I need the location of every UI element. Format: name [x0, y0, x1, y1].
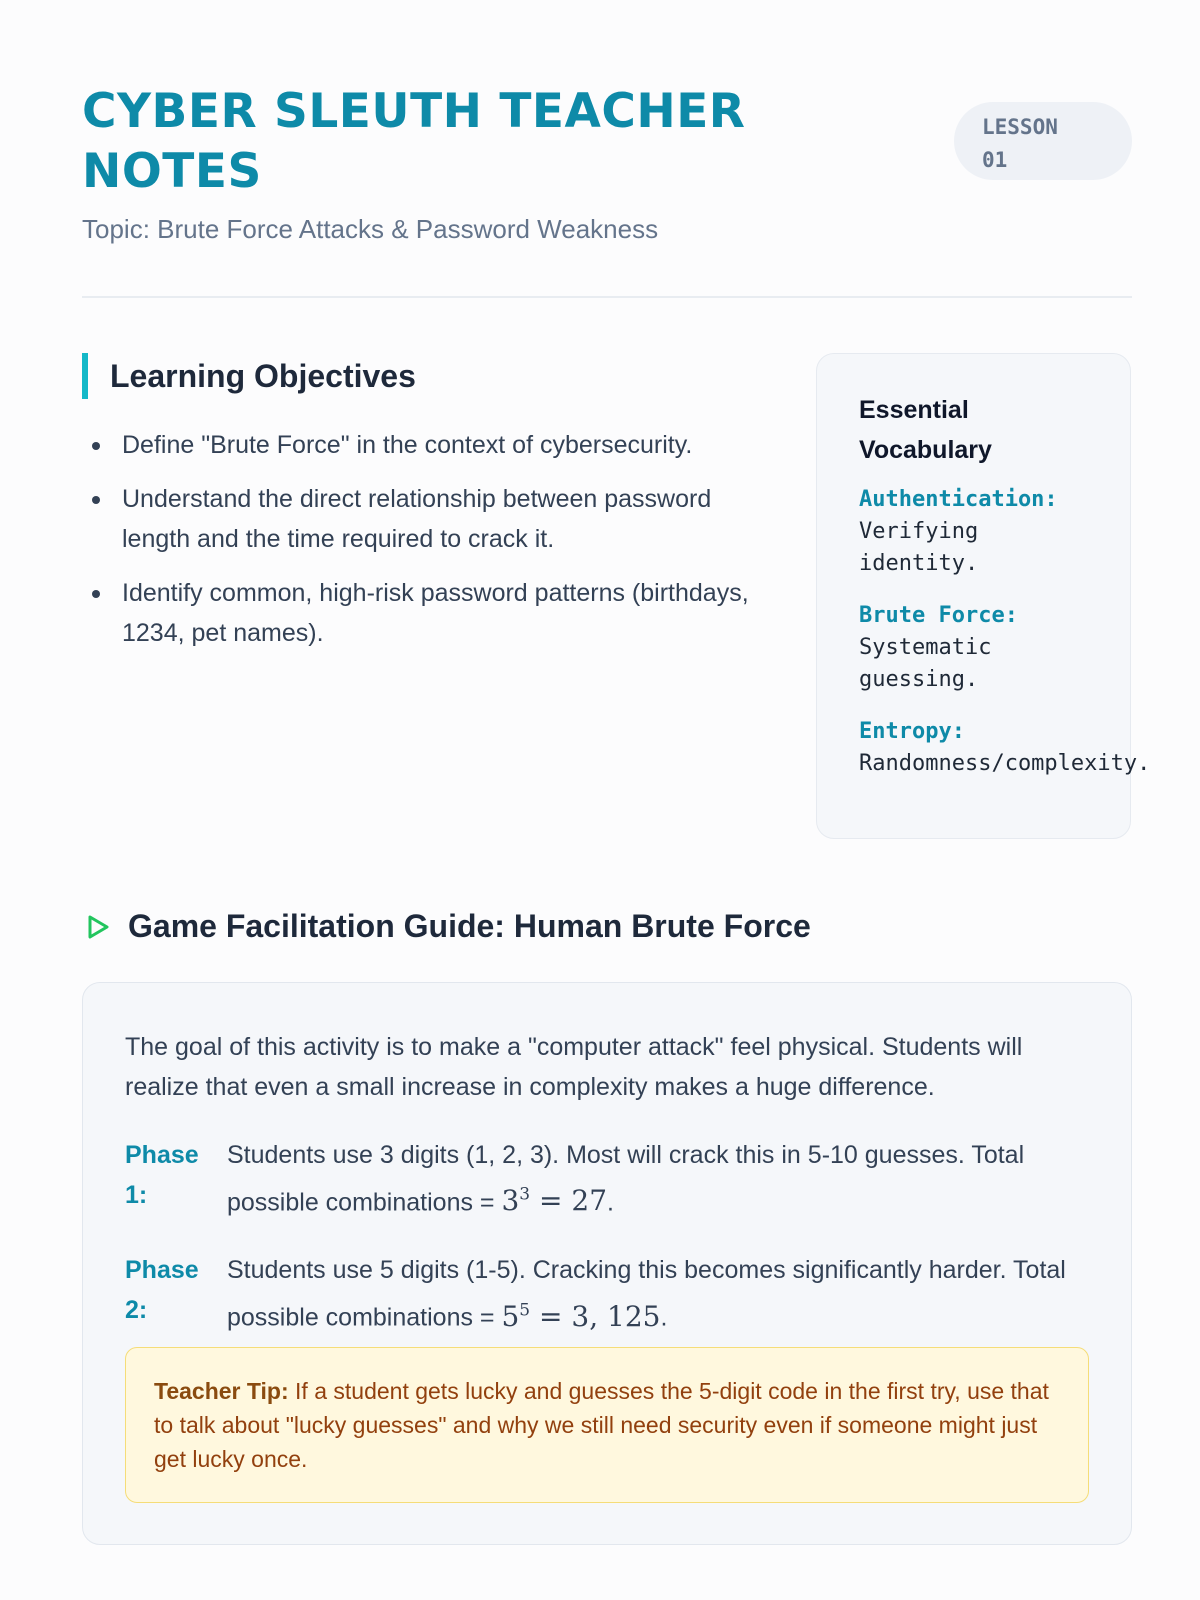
lesson-label: LESSON [982, 115, 1058, 139]
learning-objectives-section [82, 353, 782, 667]
guide-card [82, 982, 1132, 1545]
guide-intro: The goal of this activity is to make a "computer attack" feel physical. Students will realize that even a small increase in complexity makes a huge difference. [125, 1033, 1023, 1101]
page-subtitle: Topic: Brute Force Attacks & Password Weakness [82, 214, 659, 244]
lesson-number: 01 [982, 148, 1008, 172]
vocabulary-term: Authentication: [859, 487, 1058, 512]
phase-row [125, 1250, 1091, 1337]
page-header [82, 82, 1132, 297]
objectives-heading [82, 353, 782, 399]
phase-suffix: . [660, 1303, 668, 1332]
bullet-icon [92, 496, 100, 504]
tip-text: If a student gets lucky and guesses the 5-digit code in the first try, use that to talk about "lucky guesses" and why we still need security even if someone might just get lucky once. [154, 1378, 1049, 1472]
bullet-icon [92, 590, 100, 598]
math-base: 5 [501, 1299, 520, 1333]
phase-description [227, 1250, 1091, 1337]
objectives-heading-text: Learning Objectives [110, 357, 416, 394]
math-expression [501, 1184, 607, 1217]
vocabulary-title: Essential Vocabulary [859, 396, 992, 464]
list-item [82, 573, 782, 653]
heading-accent-bar [82, 353, 88, 399]
vocabulary-term: Entropy: [859, 719, 965, 744]
guide-heading-text: Game Facilitation Guide: Human Brute Force [128, 908, 811, 944]
list-item [82, 479, 782, 559]
phase-description [227, 1135, 1091, 1222]
phase-suffix: . [607, 1188, 614, 1217]
vocabulary-item [859, 600, 1130, 696]
vocabulary-definition: Randomness/complexity. [859, 751, 1151, 776]
objective-text: Identify common, high-risk password patterns (birthdays, 1234, pet names). [122, 579, 749, 647]
math-exponent: 3 [519, 1185, 531, 1205]
tip-label: Teacher Tip: [154, 1378, 289, 1404]
vocabulary-term: Brute Force: [859, 603, 1018, 628]
phase-label: Phase 1: [125, 1141, 199, 1209]
page-title: CYBER SLEUTH TEACHER NOTES [82, 84, 746, 199]
lesson-badge [954, 102, 1132, 180]
phase-row [125, 1135, 1091, 1222]
phase-text: Students use 3 digits (1, 2, 3). Most will crack this in 5-10 guesses. Total possible combinations = [227, 1141, 1025, 1217]
phase-label: Phase 2: [125, 1256, 199, 1325]
math-result: = 27 [530, 1184, 608, 1218]
objectives-list [82, 425, 782, 653]
objective-text: Define "Brute Force" in the context of cybersecurity. [122, 431, 693, 459]
play-icon [82, 912, 112, 942]
vocabulary-definition: Systematic guessing. [859, 635, 992, 692]
vocabulary-definition: Verifying identity. [859, 519, 979, 576]
objective-text: Understand the direct relationship between password length and the time required to crack it. [122, 485, 712, 553]
vocabulary-item [859, 484, 1130, 580]
math-expression [501, 1300, 660, 1333]
teacher-tip-box [125, 1347, 1089, 1503]
header-divider [82, 296, 1132, 298]
vocabulary-item [859, 716, 1151, 780]
math-base: 3 [501, 1184, 520, 1218]
guide-heading [82, 908, 811, 945]
list-item [82, 425, 782, 465]
bullet-icon [92, 442, 100, 450]
math-exponent: 5 [519, 1300, 531, 1321]
phase-text: Students use 5 digits (1-5). Cracking this becomes significantly harder. Total possible combinations = [227, 1256, 1066, 1332]
vocabulary-card [816, 353, 1151, 839]
math-result: = 3, 125 [530, 1299, 661, 1333]
